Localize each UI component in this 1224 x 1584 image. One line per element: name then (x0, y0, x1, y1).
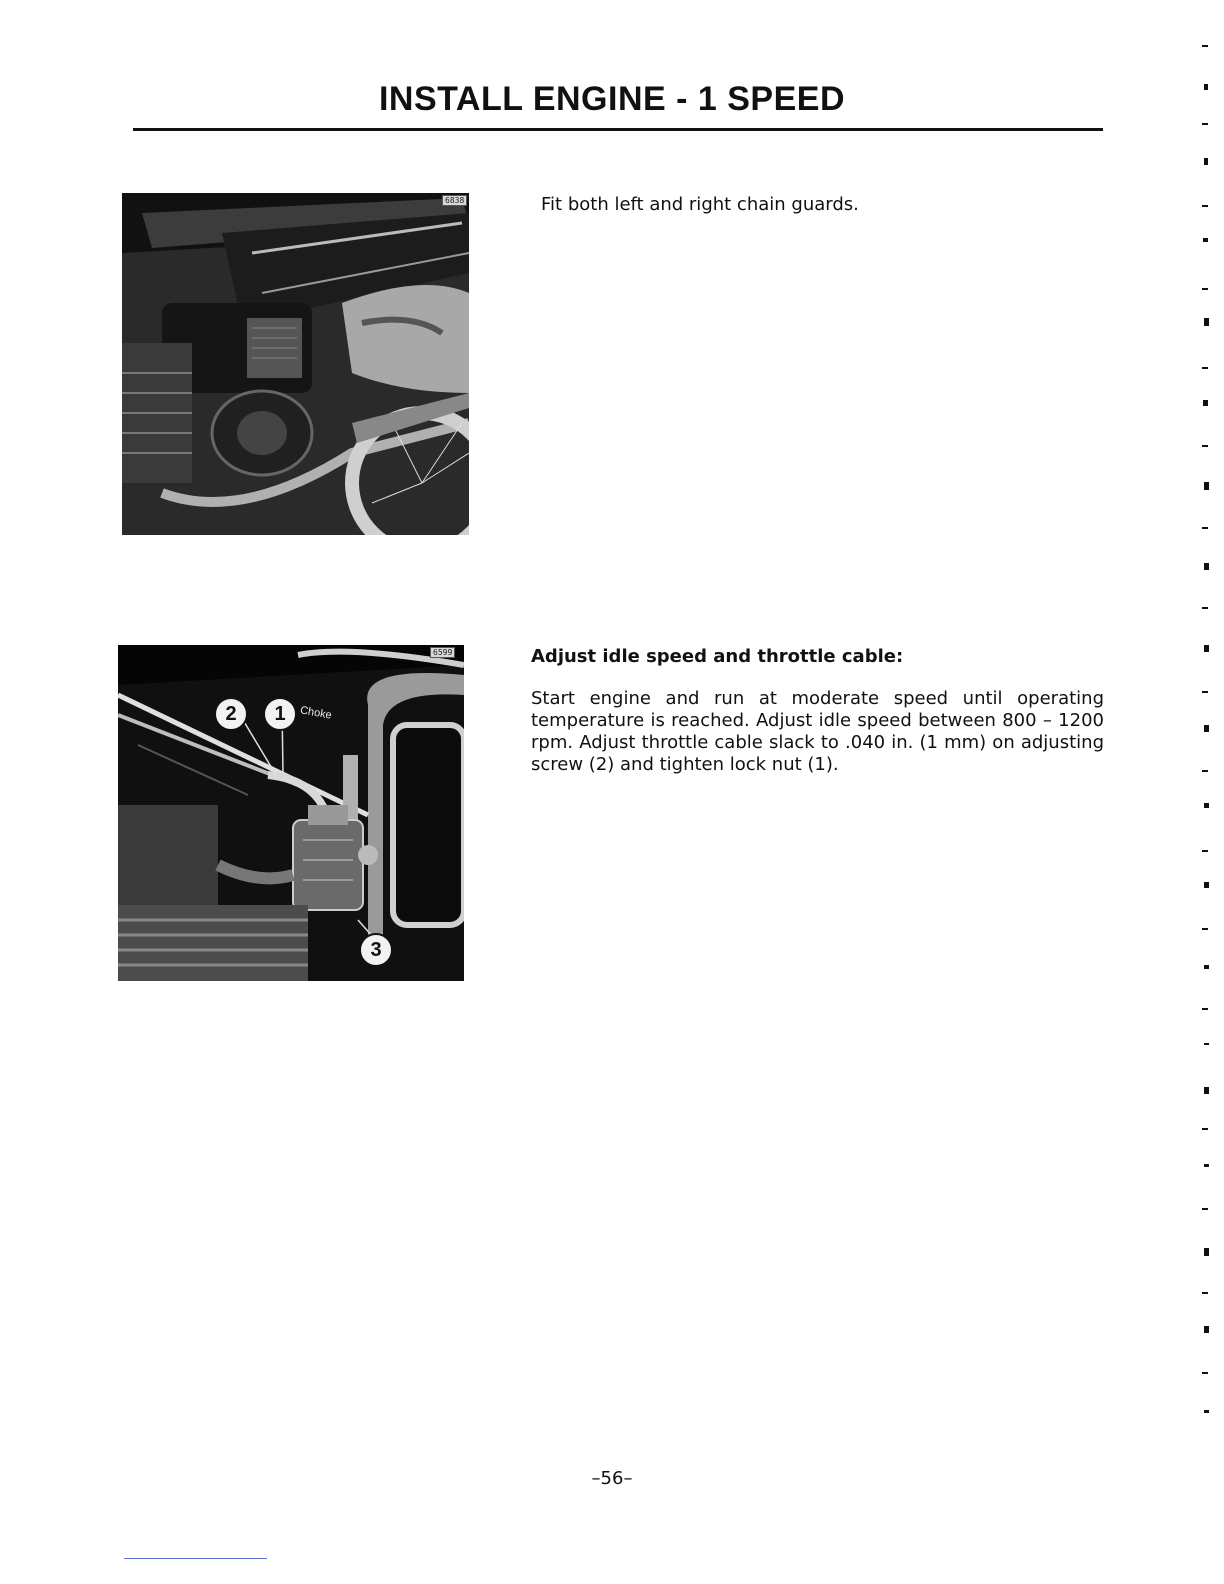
chain-guard-photo (122, 193, 469, 535)
carburetor-photo (118, 645, 464, 981)
scan-edge-marks (1192, 40, 1220, 1460)
title-rule (133, 128, 1103, 131)
idle-speed-instruction: Start engine and run at moderate speed until operating temperature is reached. Adjust idle speed between 800 – 1200 rpm. Adjust throttle cable slack to .040 in. (1 mm) on adjusting screw (2) and tighten lock nut (1). (531, 688, 1104, 775)
page-title: INSTALL ENGINE - 1 SPEED (378, 80, 846, 118)
page-number: –56– (591, 1468, 633, 1489)
photo-tag: 6838 (442, 195, 467, 206)
section-heading: Adjust idle speed and throttle cable: (531, 646, 904, 667)
callout-2: 2 (214, 697, 248, 731)
choke-label: Choke (299, 704, 333, 722)
photo-tag: 6599 (430, 647, 455, 658)
callout-1: 1 (263, 697, 297, 731)
callout-3: 3 (359, 933, 393, 967)
chain-guard-instruction: Fit both left and right chain guards. (541, 194, 859, 215)
footer-rule (124, 1558, 267, 1559)
